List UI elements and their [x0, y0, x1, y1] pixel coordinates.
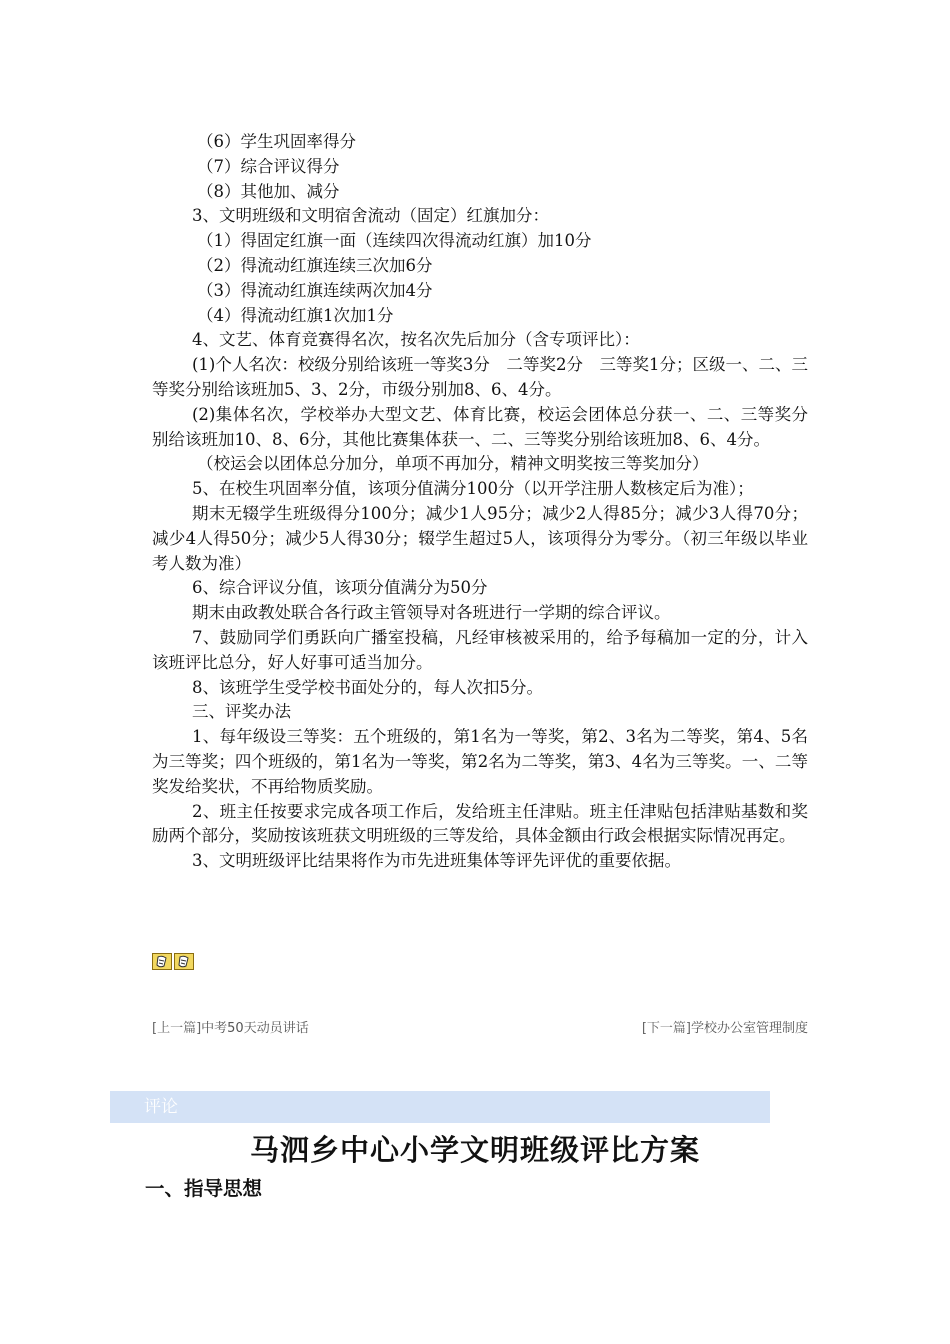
comment-section-header: [110, 1091, 770, 1123]
article-paragraph: （8）其他加、减分: [197, 181, 340, 201]
article-body: [152, 130, 808, 874]
article-paragraph: 5、在校生巩固率分值，该项分值满分100分（以开学注册人数核定后为准）；: [192, 479, 754, 499]
scroll-icon[interactable]: [174, 953, 194, 970]
document-title: 马泗乡中心小学文明班级评比方案: [249, 1133, 700, 1167]
article-paragraph: （校运会以团体总分加分，单项不再加分，精神文明奖按三等奖加分）: [197, 454, 709, 474]
next-article-bracket: [下一篇]: [641, 1021, 691, 1036]
article-paragraph: 8、该班学生受学校书面处分的，每人次扣5分。: [192, 677, 543, 697]
prev-article-link[interactable]: [152, 1020, 309, 1038]
article-paragraph: 三、评奖办法: [192, 702, 291, 722]
article-paragraph: 1、每年级设三等奖：五个班级的，第1名为一等奖，第2、3名为二等奖，第4、5名为三等奖；四个班级的，第1名为一等奖，第2名为二等奖，第3、4名为三等奖。一、二等奖发给奖状，不再给物质奖励。: [152, 727, 808, 796]
article-paragraph: （7）综合评议得分: [197, 156, 340, 176]
article-paragraph: 期末无辍学生班级得分100分；减少1人95分；减少2人得85分；减少3人得70分；减少4人得50分；减少5人得30分；辍学生超过5人，该项得分为零分。（初三年级以毕业考人数为准）: [152, 503, 808, 573]
article-paragraph: 2、班主任按要求完成各项工作后，发给班主任津贴。班主任津贴包括津贴基数和奖励两个部分，奖励按该班获文明班级的三等发给，具体金额由行政会根据实际情况再定。: [152, 801, 808, 846]
article-paragraph: 3、文明班级和文明宿舍流动（固定）红旗加分：: [192, 206, 549, 226]
article-paragraph: （2）得流动红旗连续三次加6分: [197, 255, 433, 275]
article-paragraph: （3）得流动红旗连续两次加4分: [197, 280, 433, 300]
article-paragraph: 期末由政教处联合各行政主管领导对各班进行一学期的综合评议。: [192, 603, 671, 623]
next-article-link[interactable]: [642, 1020, 808, 1038]
article-icons: [152, 953, 194, 971]
prev-article-title[interactable]: 中考50天动员讲话: [201, 1021, 309, 1036]
article-paragraph: （1）得固定红旗一面（连续四次得流动红旗）加10分: [197, 231, 592, 251]
article-paragraph: (2)集体名次，学校举办大型文艺、体育比赛，校运会团体总分获一、二、三等奖分别给该班加10、8、6分，其他比赛集体获一、二、三等奖分别给该班加8、6、4分。: [152, 404, 808, 449]
article-paragraph: 4、文艺、体育竞赛得名次，按名次先后加分（含专项评比）：: [192, 330, 640, 350]
article-paragraph: (1)个人名次：校级分别给该班一等奖3分 二等奖2分 三等奖1分；区级一、二、三等奖分别给该班加5、3、2分，市级分别加8、6、4分。: [152, 355, 808, 399]
article-paragraph: （6）学生巩固率得分: [197, 132, 356, 151]
comment-label: 评论: [144, 1097, 178, 1117]
article-paragraph: 7、鼓励同学们勇跃向广播室投稿，凡经审核被采用的，给予每稿加一定的分，计入该班评比总分，好人好事可适当加分。: [152, 627, 808, 672]
section-heading: 一、指导思想: [145, 1177, 263, 1200]
next-article-title[interactable]: 学校办公室管理制度: [690, 1021, 808, 1036]
article-paragraph: （4）得流动红旗1次加1分: [197, 305, 394, 325]
article-paragraph: 3、文明班级评比结果将作为市先进班集体等评先评优的重要依据。: [192, 851, 681, 871]
scroll-icon[interactable]: [152, 953, 172, 970]
article-paragraph: 6、综合评议分值，该项分值满分为50分: [192, 578, 488, 598]
prev-article-bracket: [上一篇]: [152, 1021, 202, 1036]
